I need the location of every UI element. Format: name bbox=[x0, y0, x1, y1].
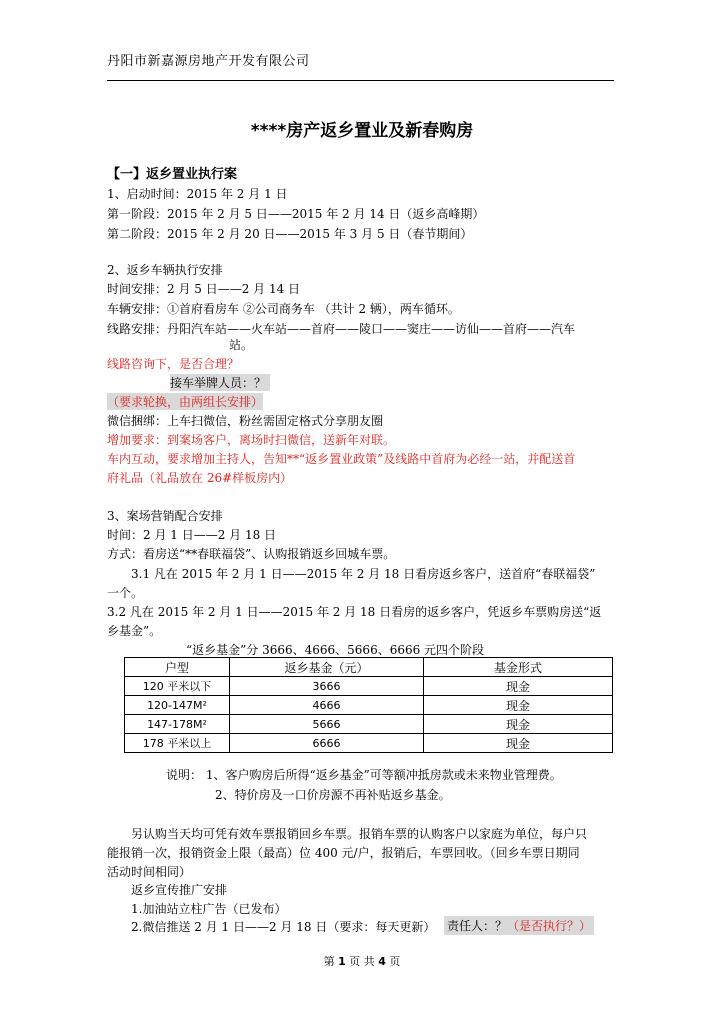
start-time: 1、启动时间：2015 年 2 月 1 日 bbox=[107, 187, 288, 201]
table-header: 基金形式 bbox=[424, 658, 613, 677]
fund-form-cell: 现金 bbox=[424, 696, 613, 715]
table-row bbox=[125, 734, 613, 753]
unit-type-cell: 120-147M² bbox=[125, 696, 230, 715]
wechat-binding: 微信捆绑：上车扫微信，粉丝需固定格式分享朋友圈 bbox=[107, 414, 384, 428]
table-row bbox=[125, 696, 613, 715]
route-line1: 线路安排：丹阳汽车站——火车站——首府——陵口——窦庄——访仙——首府——汽车 bbox=[107, 322, 576, 336]
fund-form-cell: 现金 bbox=[424, 715, 613, 734]
reimburse-para-line2: 能报销一次，报销资金上限（最高）位 400 元/户，报销后，车票回收。（回乡车票日期同 bbox=[107, 846, 580, 860]
sales-method: 方式：看房送“**春联福袋”、认购报销返乡回城车票。 bbox=[107, 547, 396, 561]
interaction-line1: 车内互动，要求增加主持人，告知**“返乡置业政策”及线路中首府为必经一站，并配送首 bbox=[107, 452, 576, 466]
footer-pre: 第 bbox=[323, 955, 335, 968]
fund-amount-cell: 5666 bbox=[230, 715, 424, 734]
section3-heading: 3、案场营销配合安排 bbox=[107, 509, 223, 523]
clause-3-1-line2: 一个。 bbox=[107, 586, 144, 600]
footer-page-total: 4 bbox=[378, 955, 386, 968]
interaction-line2: 府礼品（礼品放在 26#样板房内） bbox=[107, 471, 293, 485]
section2-heading: 2、返乡车辆执行安排 bbox=[107, 263, 223, 277]
fund-table bbox=[124, 657, 613, 753]
table-row bbox=[125, 677, 613, 696]
owner-label: 责任人：？ bbox=[447, 919, 508, 933]
table-header: 返乡基金（元） bbox=[230, 658, 424, 677]
sign-holder: 接车举牌人员：？ bbox=[170, 374, 270, 391]
fund-amount-cell: 3666 bbox=[230, 677, 424, 696]
route-line2: 站。 bbox=[229, 338, 254, 352]
vehicle-arrangement: 车辆安排：①首府看房车 ②公司商务车 （共计 2 辆），两车循环。 bbox=[107, 302, 460, 316]
unit-type-cell: 147-178M² bbox=[125, 715, 230, 734]
note-1: 说明： 1、客户购房后所得“返乡基金”可等额冲抵房款或未来物业管理费。 bbox=[166, 768, 562, 782]
note-2: 2、特价房及一口价房源不再补贴返乡基金。 bbox=[215, 788, 451, 802]
unit-type-cell: 178 平米以上 bbox=[125, 734, 230, 753]
table-row bbox=[125, 715, 613, 734]
header-company: 丹阳市新嘉源房地产开发有限公司 bbox=[107, 54, 310, 69]
footer-post: 页 bbox=[389, 955, 401, 968]
footer-page-number: 1 bbox=[338, 955, 346, 968]
promo-item-1: 1.加油站立柱广告（已发布） bbox=[131, 902, 287, 916]
clause-3-2-line1: 3.2 凡在 2015 年 2 月 1 日——2015 年 2 月 18 日看房的返乡客户，凭返乡车票购房送“返 bbox=[107, 605, 602, 619]
fund-form-cell: 现金 bbox=[424, 734, 613, 753]
responsible-person bbox=[444, 916, 594, 935]
promo-heading: 返乡宣传推广安排 bbox=[131, 883, 228, 897]
phase-one: 第一阶段：2015 年 2 月 5 日——2015 年 2 月 14 日（返乡高峰期） bbox=[107, 207, 485, 221]
fund-amount-cell: 4666 bbox=[230, 696, 424, 715]
table-header-row bbox=[125, 658, 613, 677]
phase-two: 第二阶段：2015 年 2 月 20 日——2015 年 3 月 5 日（春节期间） bbox=[107, 227, 473, 241]
promo-item-2: 2.微信推送 2 月 1 日——2 月 18 日（要求：每天更新） bbox=[131, 920, 436, 934]
unit-type-cell: 120 平米以下 bbox=[125, 677, 230, 696]
page-title: ****房产返乡置业及新春购房 bbox=[250, 121, 474, 141]
clause-3-1-line1: 3.1 凡在 2015 年 2 月 1 日——2015 年 2 月 18 日看房返乡客户，送首府“春联福袋” bbox=[131, 567, 596, 581]
route-question: 线路咨询下，是否合理？ bbox=[107, 357, 240, 371]
page-footer bbox=[0, 953, 724, 969]
clause-3-2-line2: 乡基金”。 bbox=[107, 624, 162, 638]
reimburse-para-line1: 另认购当天均可凭有效车票报销回乡车票。报销车票的认购客户以家庭为单位，每户只 bbox=[131, 827, 588, 841]
table-header: 户型 bbox=[125, 658, 230, 677]
fund-intro: “返乡基金”分 3666、4666、5666、6666 元四个阶段 bbox=[186, 643, 485, 657]
reimburse-para-line3: 活动时间相同） bbox=[107, 865, 192, 879]
rotation-note: （要求轮换，由两组长安排） bbox=[107, 395, 264, 409]
section1-heading: 【一】返乡置业执行案 bbox=[107, 167, 238, 182]
fund-amount-cell: 6666 bbox=[230, 734, 424, 753]
vehicle-time: 时间安排：2 月 5 日——2 月 14 日 bbox=[107, 282, 301, 296]
footer-mid: 页 共 bbox=[349, 955, 375, 968]
sales-time: 时间：2 月 1 日——2 月 18 日 bbox=[107, 528, 277, 542]
extra-requirement: 增加要求：到案场客户，离场时扫微信，送新年对联。 bbox=[107, 433, 396, 447]
fund-form-cell: 现金 bbox=[424, 677, 613, 696]
header-rule bbox=[107, 80, 614, 81]
owner-question: （是否执行？） bbox=[507, 919, 592, 933]
